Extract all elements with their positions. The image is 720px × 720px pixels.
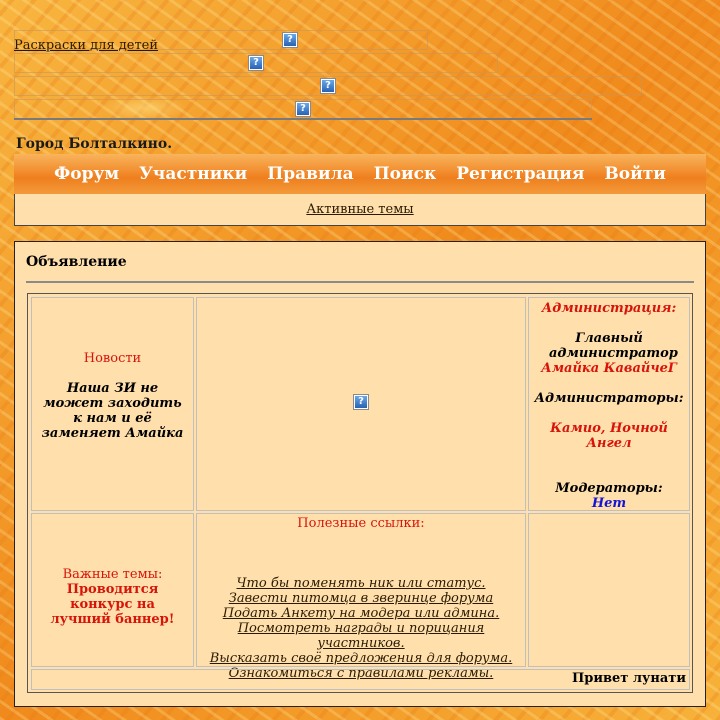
useful-link-awards[interactable]: Посмотреть награды и порицания участников.: [237, 621, 485, 651]
administration-cell: [528, 297, 690, 511]
useful-link-ad-rules[interactable]: Ознакомиться с правилами рекламы.: [228, 666, 494, 681]
useful-link-apply-moderator[interactable]: Подать Анкету на модера или админа.: [222, 606, 500, 621]
useful-link-change-nick[interactable]: Что бы поменять ник или статус.: [236, 576, 486, 591]
useful-links-cell: [196, 513, 526, 681]
important-topics-cell: [31, 513, 194, 667]
chief-admin-label: Главный администратор: [549, 331, 678, 361]
admins-names: Камио, Ночной Ангел: [550, 421, 668, 451]
announcement-panel: [14, 241, 706, 707]
chief-admin-name: Амайка КавайчеГ: [541, 361, 677, 376]
empty-cell: [528, 513, 690, 667]
divider: [26, 281, 694, 283]
moderators-value: Нет: [591, 496, 627, 511]
admins-label: Администраторы:: [534, 391, 684, 406]
broken-image-icon[interactable]: ?: [296, 102, 310, 116]
broken-image-icon[interactable]: ?: [321, 79, 335, 93]
footer-cell: [31, 669, 690, 690]
footer-greeting: Привет лунати: [571, 671, 686, 686]
nav-register[interactable]: Регистрация: [456, 164, 585, 184]
news-label: Новости: [83, 351, 142, 366]
nav-rules[interactable]: Правила: [267, 164, 354, 184]
nav-forum[interactable]: Форум: [54, 164, 120, 184]
ad-link-coloring[interactable]: Раскраски для детей: [14, 38, 159, 53]
announcement-title: Объявление: [26, 254, 127, 270]
useful-link-suggestions[interactable]: Высказать своё предложения для форума.: [209, 651, 513, 666]
main-navigation: [14, 154, 706, 194]
broken-image-icon[interactable]: ?: [249, 56, 263, 70]
important-topics-label: Важные темы:: [62, 567, 163, 582]
announcement-table: [27, 293, 693, 693]
nav-login[interactable]: Войти: [604, 164, 666, 184]
administration-heading: Администрация:: [541, 301, 677, 316]
banner-cell: [196, 297, 526, 511]
nav-search[interactable]: Поиск: [373, 164, 437, 184]
divider: [14, 118, 592, 120]
useful-links-heading: Полезные ссылки:: [297, 516, 425, 531]
news-cell: [31, 297, 194, 511]
news-text: Наша ЗИ не может заходить к нам и её заменяет Амайка: [41, 381, 184, 441]
moderators-label: Модераторы:: [555, 481, 663, 496]
broken-image-icon: ?: [354, 395, 368, 409]
sub-navigation: [14, 194, 706, 226]
active-topics-link[interactable]: Активные темы: [306, 202, 414, 217]
forum-title: Город Болталкино.: [16, 136, 173, 152]
nav-members[interactable]: Участники: [139, 164, 248, 184]
important-topics-text: Проводится конкурс на лучший баннер!: [50, 582, 175, 627]
useful-link-pet[interactable]: Завести питомца в зверинце форума: [228, 591, 494, 606]
broken-image-icon[interactable]: ?: [283, 33, 297, 47]
